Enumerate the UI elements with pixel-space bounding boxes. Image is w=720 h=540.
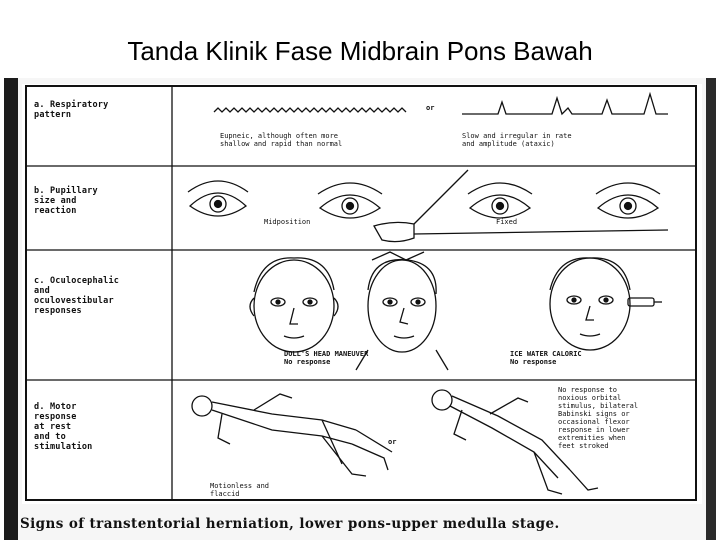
face-turned	[356, 252, 448, 370]
fixed-note: Fixed	[496, 218, 518, 226]
eye-left-1	[188, 181, 248, 216]
scan-border-left	[4, 78, 18, 540]
midposition-note: Midposition	[264, 218, 311, 226]
scan-border-right	[706, 78, 716, 540]
eye-left-2	[318, 183, 382, 218]
flashlight-icon	[374, 222, 414, 241]
herniation-figure	[22, 84, 702, 504]
row-a-label: a. Respiratory pattern	[34, 100, 109, 120]
ataxic-wave	[462, 94, 668, 114]
eye-right-1	[468, 183, 532, 218]
ice-water-note: ICE WATER CALORIC No response	[510, 350, 582, 366]
face-front	[250, 258, 338, 352]
respiratory-or: or	[426, 104, 435, 112]
eupneic-wave	[214, 108, 406, 112]
scanned-figure	[4, 78, 716, 540]
dolls-head-note: DOLL'S HEAD MANEUVER No response	[284, 350, 369, 366]
motor-or: or	[388, 438, 397, 446]
eupneic-note: Eupneic, although often more shallow and rapid than normal	[220, 132, 343, 148]
slide-title: Tanda Klinik Fase Midbrain Pons Bawah	[127, 36, 593, 66]
figure-caption: Signs of transtentorial herniation, lower pons-upper medulla stage.	[20, 516, 560, 532]
flaccid-note: Motionless and flaccid	[210, 482, 270, 498]
row-c-label: c. Oculocephalic and oculovestibular responses	[34, 276, 120, 316]
face-caloric	[550, 258, 662, 350]
ataxic-note: Slow and irregular in rate and amplitude (ataxic)	[462, 132, 572, 148]
body-flaccid	[192, 394, 392, 476]
row-b-label: b. Pupillary size and reaction	[34, 186, 98, 216]
eye-right-2	[596, 183, 660, 218]
row-d-label: d. Motor response at rest and to stimulation	[34, 402, 93, 452]
babinski-note: No response to noxious orbital stimulus, bilateral Babinski signs or occasional flexor response in lower extremities when feet stroked	[558, 386, 639, 450]
